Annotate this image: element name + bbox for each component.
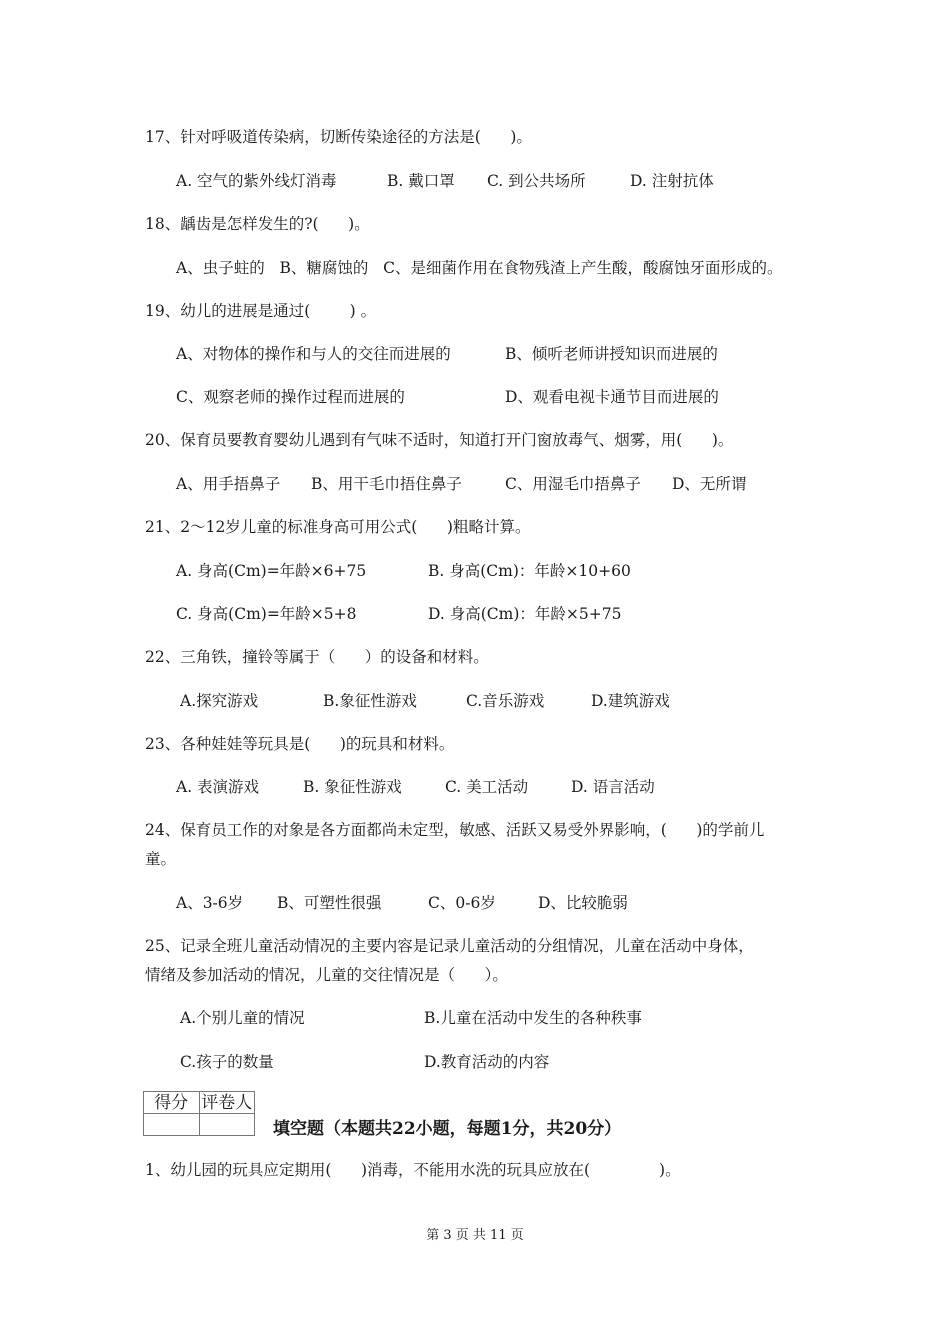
question-25-stem-line2: 情绪及参加活动的情况，儿童的交往情况是（ ）。 [145, 966, 508, 984]
q20-option-b: B、用干毛巾捂住鼻子 [311, 475, 462, 493]
question-19-stem: 19、幼儿的进展是通过( ) 。 [145, 302, 377, 320]
q19-option-b: B、倾听老师讲授知识而进展的 [505, 345, 718, 363]
question-22-stem: 22、三角铁，撞铃等属于（ ）的设备和材料。 [145, 648, 489, 666]
q24-option-c: C、0-6岁 [428, 894, 496, 912]
q25-option-a: A.个别儿童的情况 [180, 1009, 305, 1027]
q17-option-d: D. 注射抗体 [630, 172, 714, 190]
q17-option-b: B. 戴口罩 [387, 172, 455, 190]
q21-option-d: D. 身高(Cm)：年龄×5+75 [428, 605, 622, 623]
q19-option-c: C、观察老师的操作过程而进展的 [176, 388, 405, 406]
question-24-stem-line1: 24、保育员工作的对象是各方面都尚未定型，敏感、活跃又易受外界影响，( )的学前儿 [145, 821, 765, 839]
reviewer-cell [199, 1114, 255, 1136]
q23-option-a: A. 表演游戏 [176, 778, 260, 796]
q20-option-a: A、用手捂鼻子 [176, 475, 281, 493]
question-23-stem: 23、各种娃娃等玩具是( )的玩具和材料。 [145, 735, 455, 753]
reviewer-label: 评卷人 [199, 1092, 255, 1114]
q21-option-b: B. 身高(Cm)：年龄×10+60 [428, 562, 631, 580]
question-20-stem: 20、保育员要教育婴幼儿遇到有气味不适时，知道打开门窗放毒气、烟雾，用( )。 [145, 431, 734, 449]
fill-question-1: 1、幼儿园的玩具应定期用( )消毒，不能用水洗的玩具应放在( )。 [145, 1161, 681, 1179]
score-cell [144, 1114, 200, 1136]
q25-option-c: C.孩子的数量 [180, 1053, 274, 1071]
question-24-stem-line2: 童。 [145, 850, 177, 868]
q21-option-c: C. 身高(Cm)=年龄×5+8 [176, 605, 357, 623]
q17-option-a: A. 空气的紫外线灯消毒 [176, 172, 337, 190]
q18-options: A、虫子蛀的 B、糖腐蚀的 C、是细菌作用在食物残渣上产生酸，酸腐蚀牙面形成的。 [176, 259, 783, 277]
q25-option-d: D.教育活动的内容 [424, 1053, 550, 1071]
q22-option-d: D.建筑游戏 [591, 692, 670, 710]
page-footer: 第 3 页 共 11 页 [426, 1228, 524, 1243]
score-label: 得分 [144, 1092, 200, 1114]
section-title: 填空题（本题共22小题，每题1分，共20分） [273, 1119, 622, 1139]
q22-option-b: B.象征性游戏 [323, 692, 417, 710]
q19-option-d: D、观看电视卡通节目而进展的 [505, 388, 719, 406]
q19-option-a: A、对物体的操作和与人的交往而进展的 [176, 345, 451, 363]
q24-option-a: A、3-6岁 [176, 894, 244, 912]
question-17-stem: 17、针对呼吸道传染病，切断传染途径的方法是( )。 [145, 128, 532, 146]
q20-option-d: D、无所谓 [672, 475, 747, 493]
q22-option-a: A.探究游戏 [180, 692, 259, 710]
question-25-stem-line1: 25、记录全班儿童活动情况的主要内容是记录儿童活动的分组情况，儿童在活动中身体， [145, 937, 754, 955]
q22-option-c: C.音乐游戏 [466, 692, 545, 710]
score-box [143, 1091, 255, 1136]
q23-option-c: C. 美工活动 [445, 778, 529, 796]
q20-option-c: C、用湿毛巾捂鼻子 [505, 475, 641, 493]
q23-option-b: B. 象征性游戏 [303, 778, 402, 796]
q24-option-b: B、可塑性很强 [277, 894, 382, 912]
q17-option-c: C. 到公共场所 [487, 172, 586, 190]
q24-option-d: D、比较脆弱 [538, 894, 628, 912]
q21-option-a: A. 身高(Cm)=年龄×6+75 [176, 562, 367, 580]
q23-option-d: D. 语言活动 [571, 778, 655, 796]
question-21-stem: 21、2～12岁儿童的标准身高可用公式( )粗略计算。 [145, 518, 531, 536]
question-18-stem: 18、龋齿是怎样发生的?( )。 [145, 215, 370, 233]
q25-option-b: B.儿童在活动中发生的各种秩事 [424, 1009, 642, 1027]
